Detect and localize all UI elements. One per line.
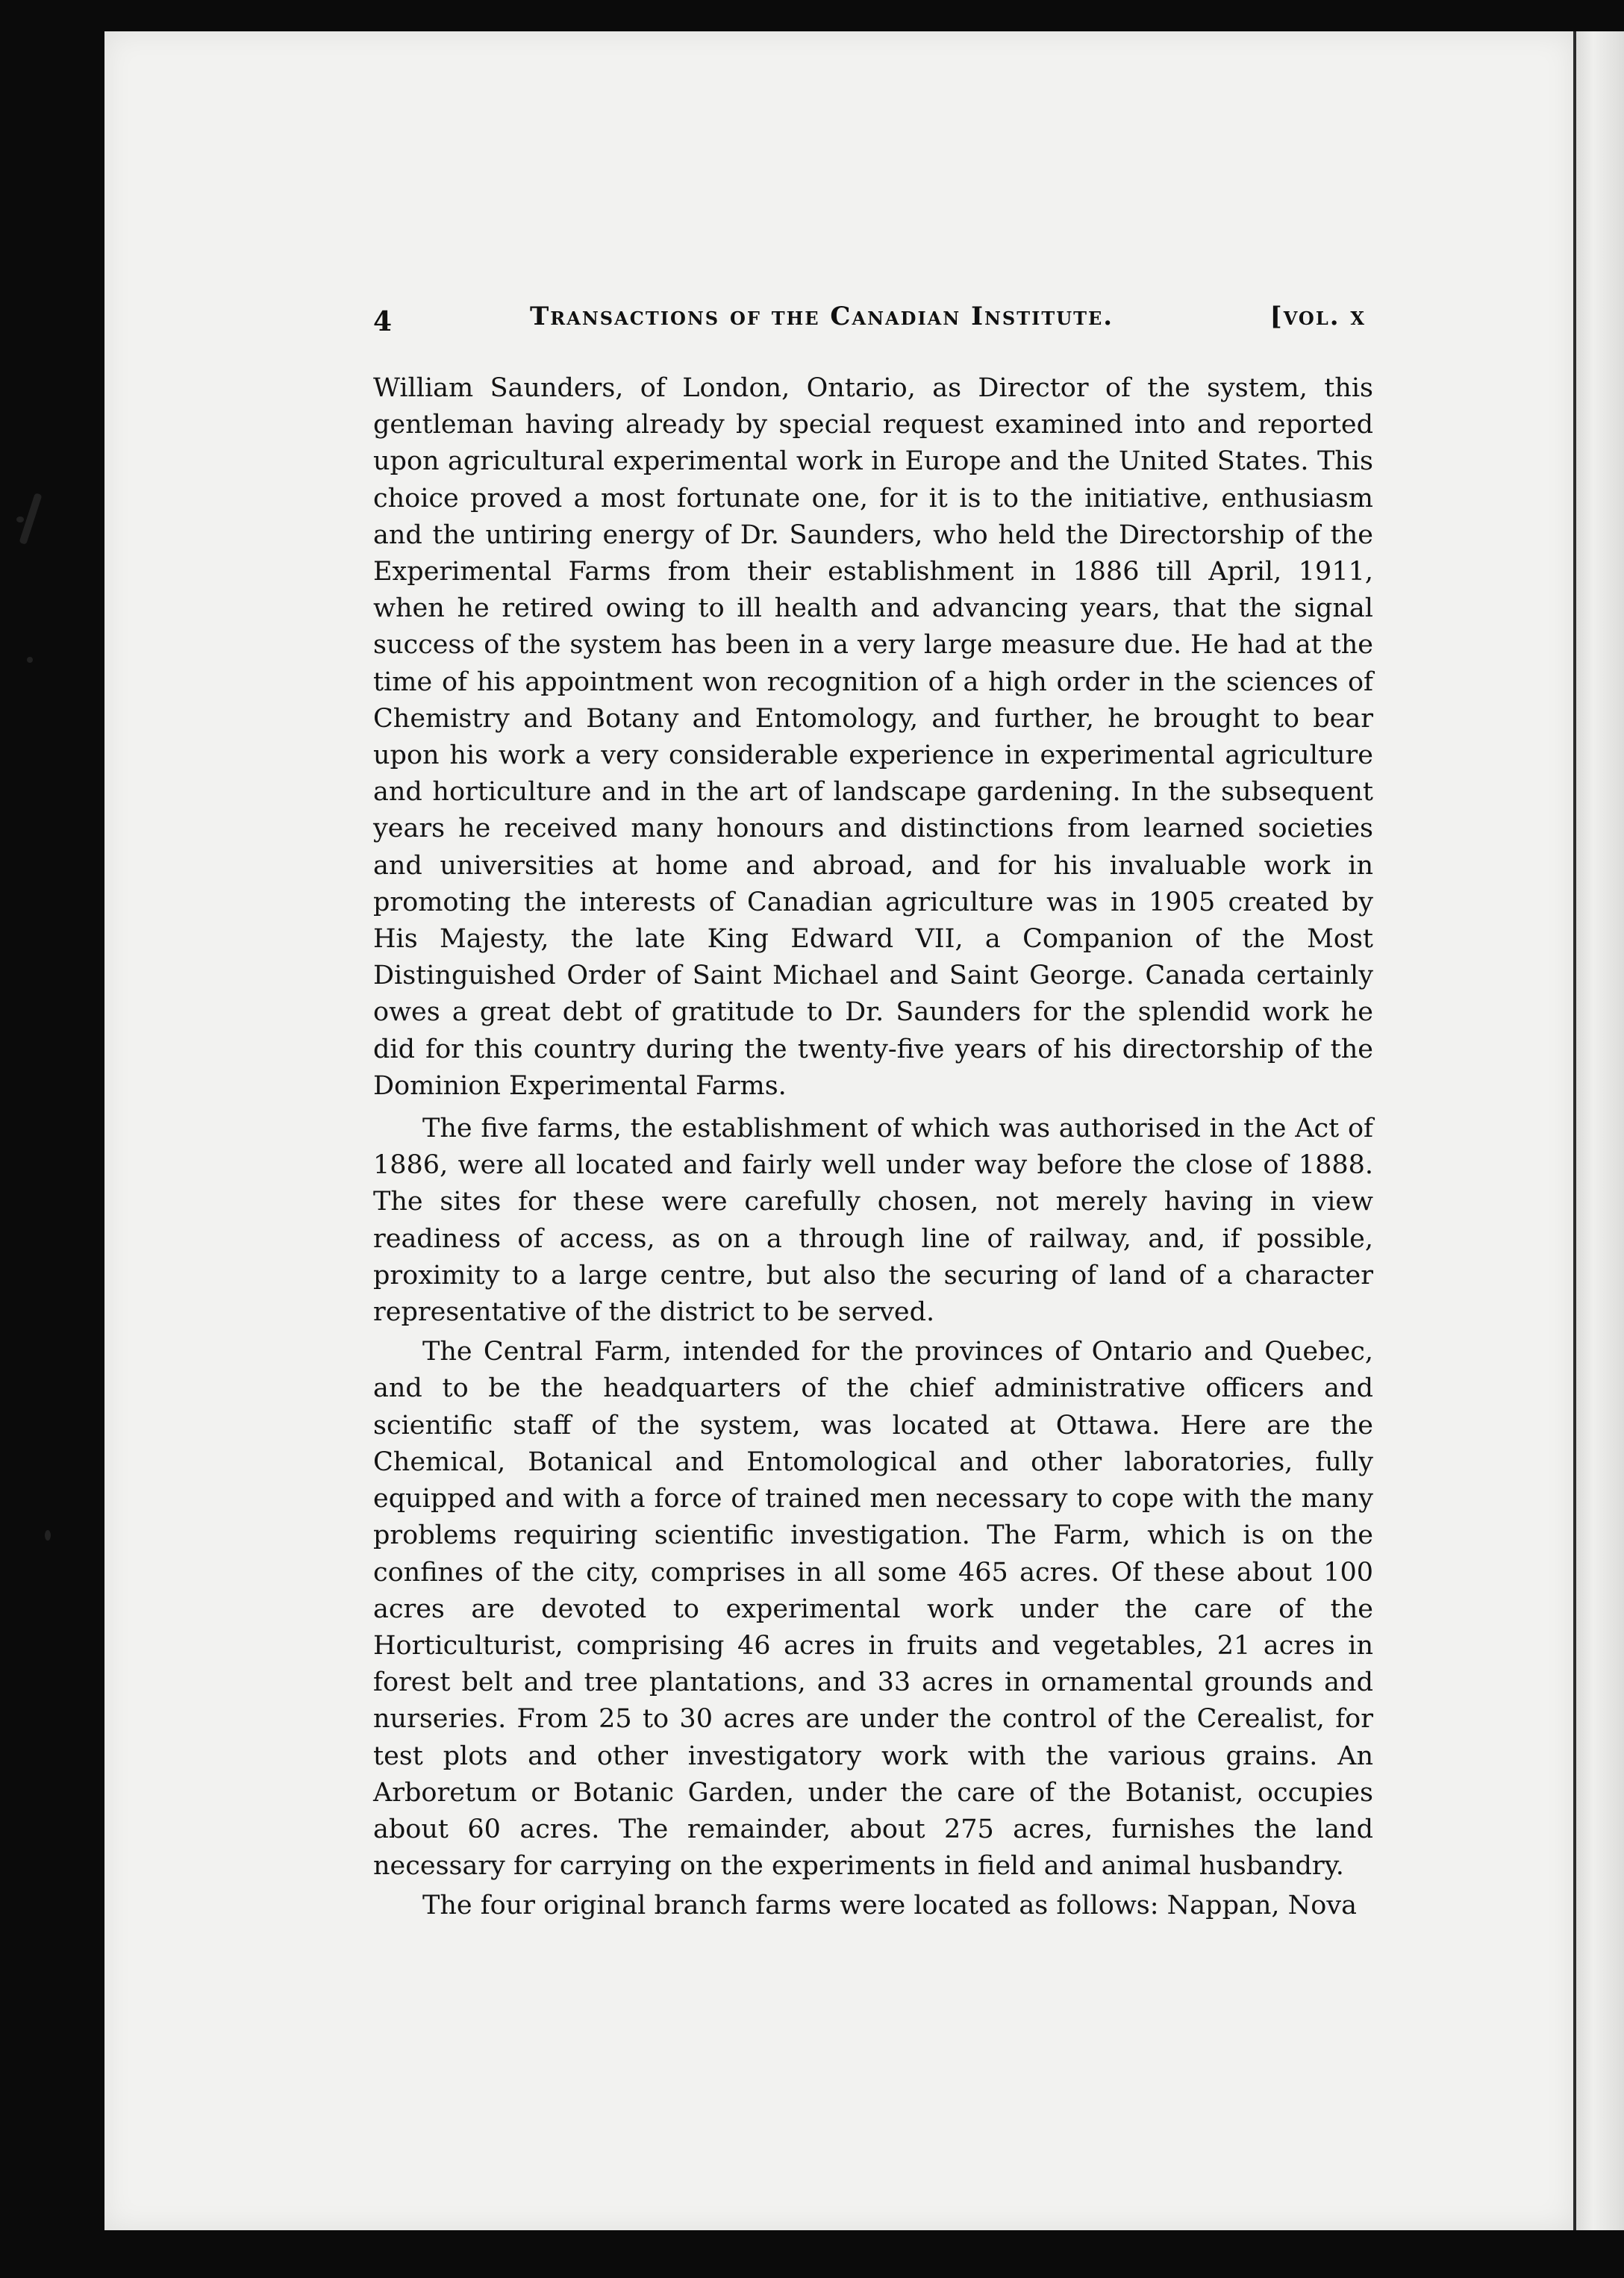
scan-bottom-border (0, 2230, 1624, 2278)
paragraph: William Saunders, of London, Ontario, as Director of the system, this gentleman having already by special request examined into and reported upon agricultural experimental work in Europe and the United States. This choice proved a most fortunate one, for it is to the initiative, enthusiasm and the untiring energy of Dr. Saunders, who held the Directorship of the Experimental Farms from their establishment in 1886 till April, 1911, when he retired owing to ill health and advancing years, that the signal success of the system has been in a very large measure due. He had at the time of his appointment won recognition of a high order in the sciences of Chemistry and Botany and Entomology, and further, he brought to bear upon his work a very considerable experience in experimental agriculture and horticulture and in the art of landscape gardening. In the subsequent years he received many honours and distinctions from learned societies and universities at home and abroad, and for his invaluable work in promoting the interests of Canadian agriculture was in 1905 created by His Majesty, the late King Edward VII, a Companion of the Most Distinguished Order of Saint Michael and Saint George. Canada certainly owes a great debt of gratitude to Dr. Saunders for the splendid work he did for this country during the twenty-five years of his directorship of the Dominion Experimental Farms. (373, 373, 1373, 1101)
running-header (373, 302, 1366, 346)
margin-ink-dot (16, 517, 24, 522)
paragraph: The Central Farm, intended for the provinces of Ontario and Quebec, and to be the headquarters of the chief administrative officers and scientific staff of the system, was located at Ottawa. Here are the Chemical, Botanical and Entomological and other laboratories, fully equipped and with a force of trained men necessary to cope with the many problems requiring scientific investigation. The Farm, which is on the confines of the city, comprises in all some 465 acres. Of these about 100 acres are devoted to experimental work under the care of the Horticulturist, comprising 46 acres in fruits and vegetables, 21 acres in forest belt and tree plantations, and 33 acres in ornamental grounds and nurseries. From 25 to 30 acres are under the control of the Cerealist, for test plots and other investigatory work with the various grains. An Arboretum or Botanic Garden, under the care of the Botanist, occupies about 60 acres. The remainder, about 275 acres, furnishes the land necessary for carrying on the experiments in field and animal husbandry. (373, 1337, 1373, 1882)
facing-page-edge (1573, 31, 1624, 2263)
margin-ink-dot (45, 1530, 51, 1541)
body-text (373, 370, 1373, 1925)
margin-ink-dot (27, 657, 33, 663)
running-title: Transactions of the Canadian Institute. (530, 302, 1114, 331)
paragraph: The four original branch farms were located as follows: Nappan, Nova (422, 1891, 1357, 1921)
paragraph: The five farms, the establishment of which was authorised in the Act of 1886, were all located and fairly well under way before the close of 1888. The sites for these were carefully chosen, not merely having in view readiness of access, as on a through line of railway, and, if possible, proximity to a large centre, but also the securing of land of a character representative of the district to be served. (373, 1114, 1373, 1328)
page-number: 4 (373, 306, 393, 337)
volume-label: [vol. x (1269, 302, 1366, 331)
